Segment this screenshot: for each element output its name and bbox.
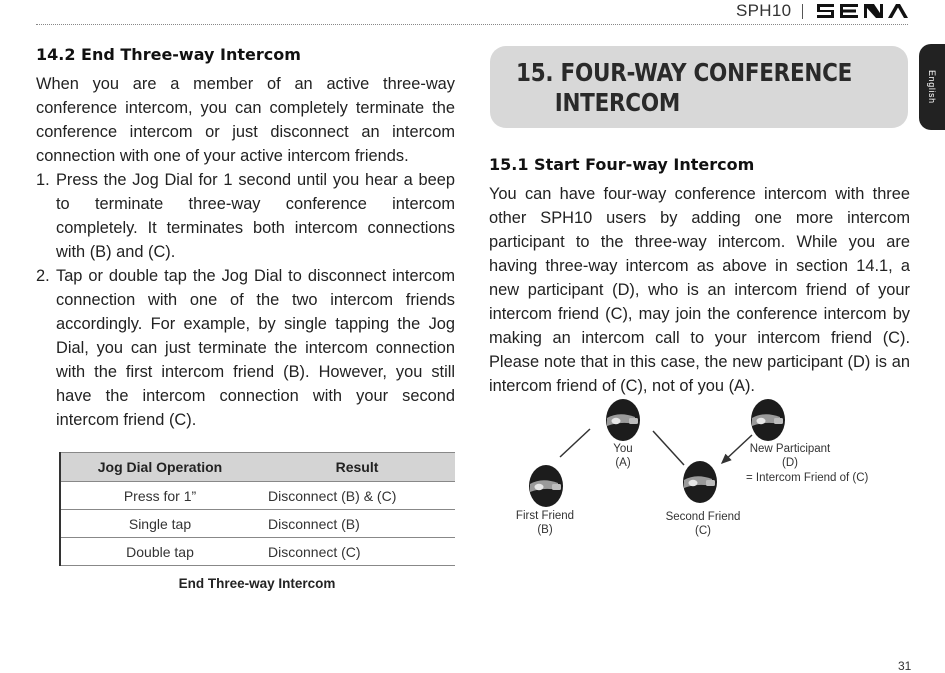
you-id: (A) (615, 457, 631, 469)
left-column (36, 45, 455, 591)
table-cell: Disconnect (B) & (C) (259, 482, 455, 510)
table-row (60, 538, 455, 566)
new-participant-name: New Participant (749, 443, 831, 455)
step-text: Tap or double tap the Jog Dial to disconnect intercom connection with one of the two intercom friends accordingly. For example, by single tapping the Jog Dial, you can just terminate the intercom connection with the first intercom friend (B). However, you still have the intercom connection with your second intercom friend (C). (56, 267, 455, 429)
chapter-title (516, 58, 852, 118)
section-heading-14-2: 14.2 End Three-way Intercom (36, 45, 301, 64)
step-text: Press the Jog Dial for 1 second until you hear a beep to terminate three-way conference intercom completely. It terminates both intercom connections with (B) and (C). (56, 171, 455, 261)
table-header: Jog Dial Operation (60, 453, 259, 482)
you-label (608, 442, 638, 470)
header-divider (802, 4, 803, 19)
link-line-a-b (560, 429, 590, 457)
second-friend-id: (C) (695, 525, 711, 537)
language-tab-label: English (927, 70, 937, 104)
new-participant-helmet-icon (751, 399, 785, 441)
four-way-intercom-diagram (500, 395, 900, 555)
new-participant-id: (D) (782, 457, 798, 469)
chapter-title-line1: 15. FOUR-WAY CONFERENCE (516, 58, 853, 87)
chapter-title-line2: INTERCOM (554, 88, 680, 117)
chapter-banner (490, 46, 908, 128)
table-cell: Disconnect (B) (259, 510, 455, 538)
link-line-a-c (653, 431, 684, 465)
body-paragraph: You can have four-way conference intercom with three other SPH10 users by adding one more intercom participant to the three-way intercom. While you are having three-way intercom as above in section 14.1, a new participant (D), who is an intercom friend of your intercom friend (C), may join the conference intercom by making an intercom call to your intercom friend (C). Please note that in this case, the new participant (D) is an intercom friend of (C), not of you (A). (489, 185, 910, 395)
intro-paragraph: When you are a member of an active three-way conference intercom, you can completely terminate the conference intercom or just disconnect an intercom connection with one of your active intercom friends. (36, 75, 455, 165)
jog-dial-table (59, 452, 455, 566)
table-row (60, 482, 455, 510)
first-friend-helmet-icon (529, 465, 563, 507)
first-friend-id: (B) (537, 524, 553, 536)
right-column (489, 155, 910, 398)
table-header-row (60, 453, 455, 482)
table-cell: Single tap (60, 510, 259, 538)
new-participant-label (745, 442, 835, 470)
page-number: 31 (898, 659, 912, 673)
new-participant-note: = Intercom Friend of (C) (746, 472, 869, 484)
table-cell: Double tap (60, 538, 259, 566)
list-item (36, 168, 455, 264)
second-friend-name: Second Friend (665, 511, 741, 523)
language-tab[interactable] (919, 44, 945, 130)
steps-list (36, 168, 455, 432)
table-cell: Disconnect (C) (259, 538, 455, 566)
list-item (36, 264, 455, 432)
first-friend-name: First Friend (515, 510, 575, 522)
first-friend-label (510, 509, 580, 537)
section-heading-15-1: 15.1 Start Four-way Intercom (489, 155, 755, 174)
header-model-name: SPH10 (736, 1, 792, 20)
second-friend-label (658, 510, 748, 538)
step-number: 2. (36, 267, 50, 285)
table-caption: End Three-way Intercom (178, 576, 336, 591)
table-header: Result (259, 453, 455, 482)
step-number: 1. (36, 171, 50, 189)
you-helmet-icon (606, 399, 640, 441)
header-rule (36, 24, 908, 25)
table-row (60, 510, 455, 538)
sena-logo (814, 0, 910, 22)
table-cell: Press for 1” (60, 482, 259, 510)
second-friend-helmet-icon (683, 461, 717, 503)
you-name: You (613, 443, 633, 455)
